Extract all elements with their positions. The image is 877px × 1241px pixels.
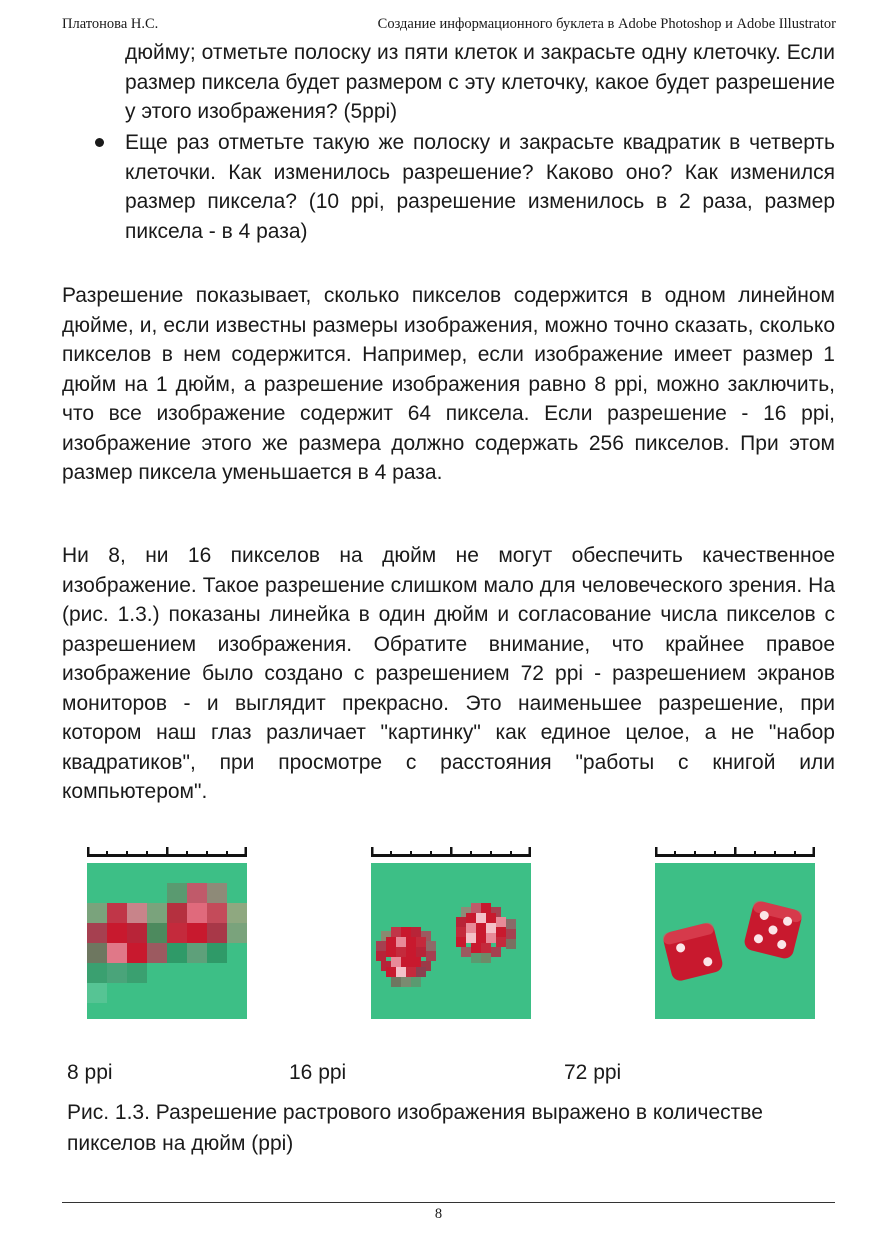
- header-author: Платонова Н.С.: [62, 16, 159, 32]
- figure-8ppi: [87, 847, 247, 1023]
- ruler-icon: [371, 847, 531, 857]
- label-8ppi: 8 ppi: [67, 1061, 113, 1084]
- paragraph-resolution: Разрешение показывает, сколько пикселов содержится в одном линейном дюйме, и, если известны размеры изображения, можно точно сказать, сколько пикселов в нем содержится. Например, если изображение имеет размер 1 дюйм на 1 дюйм, а разрешение изображения равно 8 ppi, можно заключить, что все изображение содержит 64 пиксела. Если разрешение - 16 ppi, изображение этого же размера должно содержать 256 пикселов. При этом размер пиксела уменьшается в 4 раза.: [62, 284, 835, 484]
- figure-72ppi: [655, 847, 815, 1023]
- label-72ppi: 72 ppi: [564, 1061, 622, 1084]
- paragraph-quality: Ни 8, ни 16 пикселов на дюйм не могут обеспечить качественное изображение. Такое разрешение слишком мало для человеческого зрения. На (рис. 1.3.) показаны линейка в один дюйм и согласование числа пикселов с разрешением изображения. Обратите внимание, что крайнее правое изображение было создано с разрешением 72 ppi - разрешением экранов мониторов - и выглядит прекрасно. Это наименьшее разрешение, при котором наш глаз различает "картинку" как единое целое, а не "набор квадратиков", при просмотре с расстояния "работы с книгой или компьютером".: [62, 544, 835, 803]
- header-title: Создание информационного буклета в Adobe Photoshop и Adobe Illustrator: [377, 16, 836, 32]
- footer-divider: [62, 1202, 835, 1203]
- label-16ppi: 16 ppi: [289, 1061, 347, 1084]
- figure-caption: Рис. 1.3. Разрешение растрового изображения выражено в количестве пикселов на дюйм (ppi): [67, 1101, 763, 1155]
- bullet-text: Еще раз отметьте такую же полоску и закрасьте квадратик в четверть клеточки. Как изменилось разрешение? Каково оно? Как изменился размер пиксела? (10 ppi, разрешение изменилось в 2 раза, размер пиксела - в 4 раза): [125, 131, 835, 243]
- page-number: 8: [434, 1206, 443, 1222]
- ruler-icon: [655, 847, 815, 857]
- bullet-icon: [95, 138, 104, 147]
- ruler-icon: [87, 847, 247, 857]
- continued-text: дюйму; отметьте полоску из пяти клеток и закрасьте одну клеточку. Если размер пиксела будет размером с эту клеточку, какое будет разрешение у этого изображения? (5ppi): [125, 41, 835, 123]
- figure-16ppi: [371, 847, 531, 1023]
